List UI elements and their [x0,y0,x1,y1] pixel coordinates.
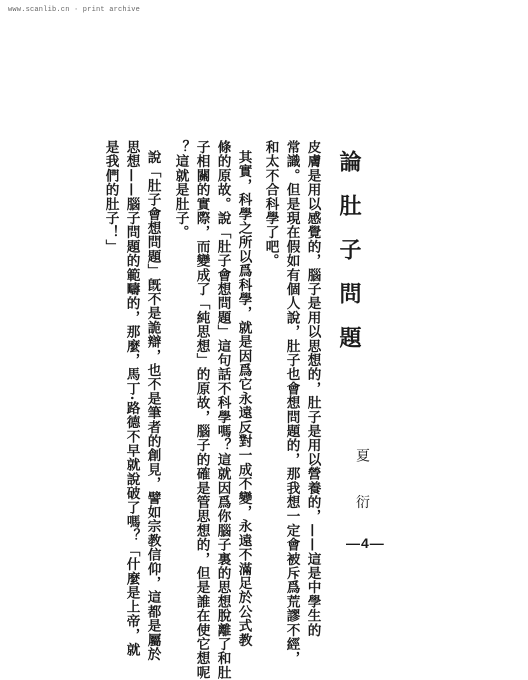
body-column-5: 條的原故。說「肚子會想問題」這句話不科學嗎？這就因爲你腦子裏的思想脫離了和肚 [214,140,231,680]
article-author: 夏 衍 [354,448,370,523]
body-column-4: 其實，科學之所以爲科學，就是因爲它永遠反對一成不變，永遠不滿足於公式教 [235,150,252,647]
body-column-1: 皮膚是用以感覺的，腦子是用以思想的，肚子是用以營養的，——這是中學生的 [304,140,321,637]
page-number: —4— [346,535,385,551]
source-stamp: www.scanlib.cn · print archive [8,6,141,14]
body-column-7: ？這就是肚子。 [172,140,189,240]
body-column-6: 子相關的實際，而變成了「純思想」的原故，腦子的確是管思想的，但是誰在使它想呢 [193,140,210,680]
body-column-3: 和太不合科學了吧。 [262,140,279,268]
body-column-9: 思想——腦子問題的範疇的，那麼，馬丁·路德不早就說破了嗎？「什麼是上帝，就 [123,140,140,657]
article-title: 論肚子問題 [336,150,362,370]
body-column-10: 是我們的肚子！」 [102,140,119,254]
body-column-2: 常識。但是現在假如有個人說，肚子也會想問題的，那我想一定會被斥爲荒謬不經， [283,140,300,666]
body-column-8: 說「肚子會想問題」旣不是詭辯，也不是筆者的創見，譬如宗教信仰，這都是屬於 [144,150,161,662]
